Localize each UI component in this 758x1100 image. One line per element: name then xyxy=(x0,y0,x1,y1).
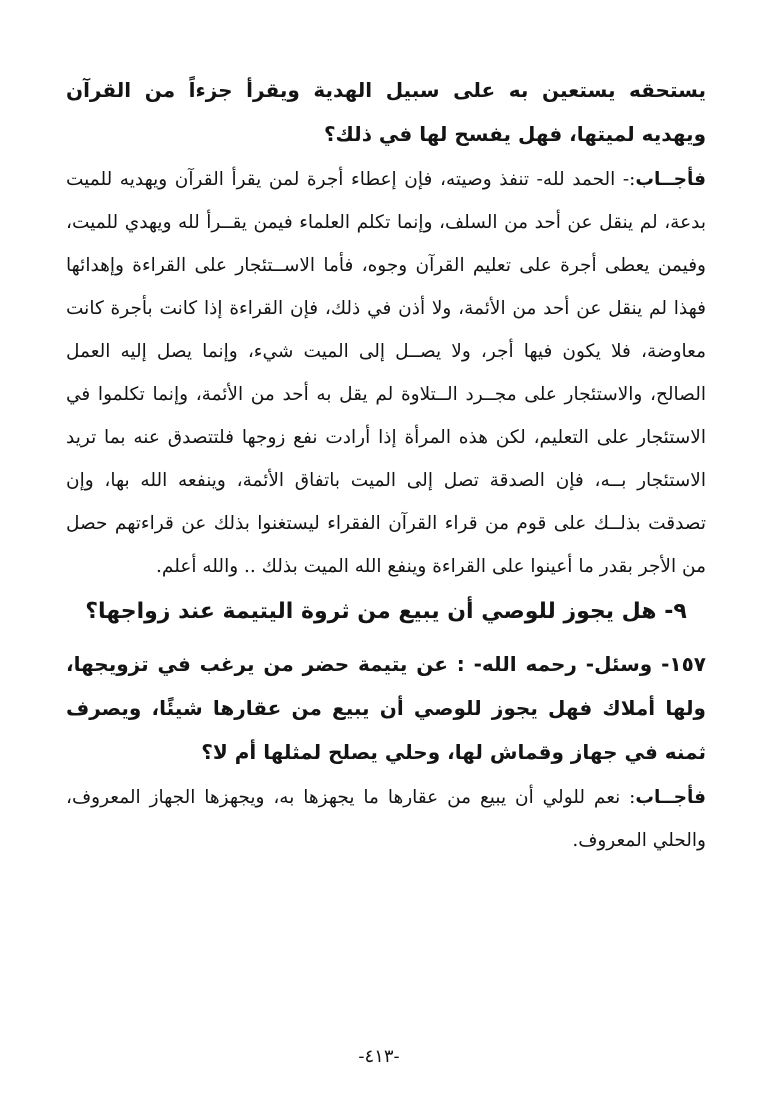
answer-label: فأجــاب xyxy=(635,787,706,808)
question-157: ١٥٧- وسئل- رحمه الله- : عن يتيمة حضر من يرغب في تزويجها، ولها أملاك فهل يجوز للوصي أن يبيع من عقارها شيئًا، ويصرف ثمنه في جهاز وقماش لها، وحلي يصلح لمثلها أم لا؟ xyxy=(66,652,706,764)
answer-label: فأجــاب xyxy=(635,169,706,190)
page-body xyxy=(66,68,706,862)
answer-text: : نعم للولي أن يبيع من عقارها ما يجهزها به، ويجهزها الجهاز المعروف، والحلي المعروف. xyxy=(66,787,706,851)
question-continuation: يستحقه يستعين به على سبيل الهدية ويقرأ جزءاً من القرآن ويهديه لميتها، فهل يفسح لها في ذلك؟ xyxy=(66,78,706,146)
page-number: -٤١٣- xyxy=(358,1046,400,1067)
section-heading: ٩- هل يجوز للوصي أن يبيع من ثروة اليتيمة عند زواجها؟ xyxy=(85,599,687,624)
answer-text: :- الحمد لله- تنفذ وصيته، فإن إعطاء أجرة لمن يقرأ القرآن ويهديه للميت بدعة، لم ينقل عن أحد من السلف، وإنما تكلم العلماء فيمن يقــرأ لله ويهدي للميت، وفيمن يعطى أجرة على تعليم القرآن وجوه، فأما الاســتئجار على القراءة وإهدائها فهذا لم ينقل عن أحد من الأئمة، ولا أذن في ذلك، فإن القراءة إذا كانت بأجرة كانت معاوضة، فلا يكون فيها أجر، ولا يصــل إلى الميت شيء، وإنما يصل إليه العمل الصالح، والاستئجار على مجــرد الــتلاوة لم يقل به أحد من الأئمة، وإنما تكلموا في الاستئجار على التعليم، لكن هذه المرأة إذا أرادت نفع زوجها فلتتصدق عنه بما تريد الاستئجار بــه، فإن الصدقة تصل إلى الميت باتفاق الأئمة، وينفعه الله بها، وإن تصدقت بذلــك على قوم من قراء القرآن الفقراء ليستغنوا بذلك عن قراءتهم حصل من الأجر بقدر ما أعينوا على القراءة وينفع الله الميت بذلك .. والله أعلم. xyxy=(66,169,706,577)
answer-paragraph-1 xyxy=(66,158,706,588)
answer-paragraph-2 xyxy=(66,776,706,862)
